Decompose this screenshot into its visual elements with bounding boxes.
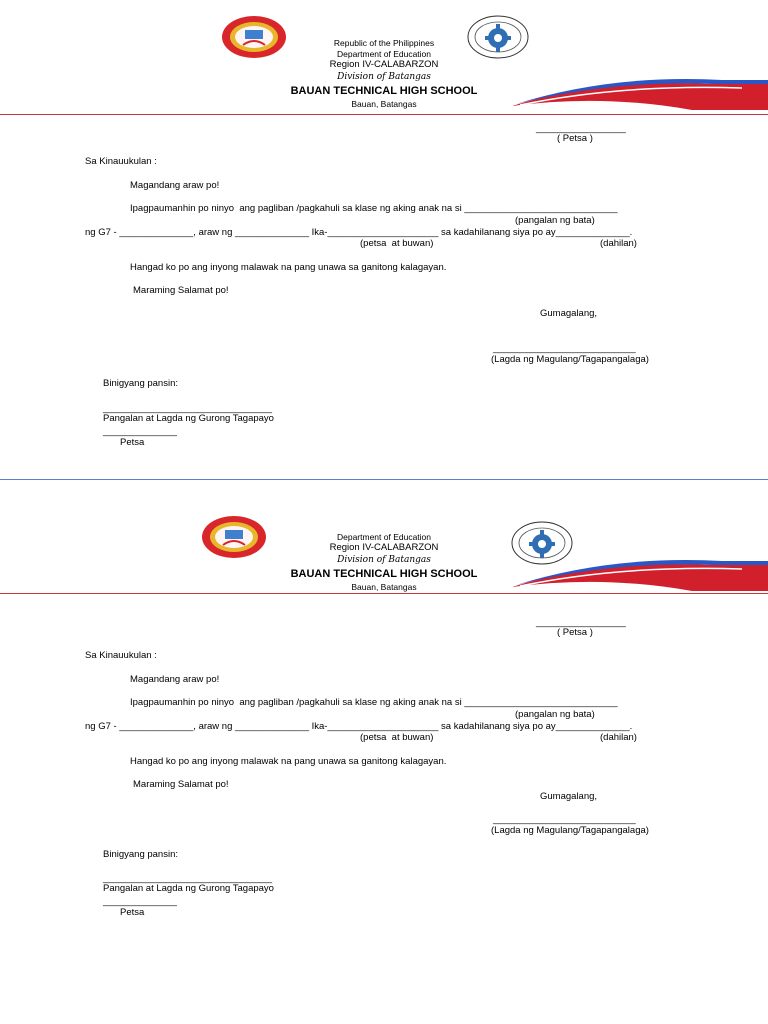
grade-date-reason-line[interactable]: ng G7 - ______________, araw ng ______________ Ika-_____________________ sa kadahilanang siya po ay______________. bbox=[85, 721, 633, 732]
understanding-line: Hangad ko po ang inyong malawak na pang unawa sa ganitong kalagayan. bbox=[130, 756, 447, 767]
header-department: Department of Education bbox=[336, 49, 432, 59]
header-division: Division of Batangas bbox=[337, 72, 431, 82]
header-school: BAUAN TECHNICAL HIGH SCHOOL bbox=[290, 568, 478, 580]
child-name-label: (pangalan ng bata) bbox=[515, 709, 595, 720]
salutation: Sa Kinauukulan : bbox=[85, 650, 157, 661]
closing: Gumagalang, bbox=[540, 791, 598, 802]
date-line[interactable]: _________________ bbox=[536, 123, 626, 134]
noted-label: Binigyang pansin: bbox=[103, 849, 178, 860]
header-school: BAUAN TECHNICAL HIGH SCHOOL bbox=[290, 85, 478, 97]
child-name-label: (pangalan ng bata) bbox=[515, 215, 595, 226]
excuse-letter-form-1 bbox=[0, 0, 768, 478]
thanks-line: Maraming Salamat po! bbox=[133, 779, 229, 790]
red-blue-swoosh-icon bbox=[512, 74, 768, 110]
parent-signature-label: (Lagda ng Magulang/Tagapangalaga) bbox=[491, 354, 649, 365]
teacher-date-label: Petsa bbox=[120, 437, 145, 448]
header-region: Region IV-CALABARZON bbox=[329, 542, 439, 553]
date-line[interactable]: _________________ bbox=[536, 617, 626, 628]
greeting: Magandang araw po! bbox=[130, 180, 220, 191]
grade-date-reason-line[interactable]: ng G7 - ______________, araw ng ______________ Ika-_____________________ sa kadahilanang siya po ay______________. bbox=[85, 227, 633, 238]
closing: Gumagalang, bbox=[540, 308, 598, 319]
date-month-label: (petsa at buwan) bbox=[360, 238, 434, 249]
date-label: ( Petsa ) bbox=[557, 627, 593, 638]
red-blue-swoosh-icon bbox=[512, 555, 768, 591]
header-republic: Republic of the Philippines bbox=[333, 38, 435, 48]
school-gear-logo-icon bbox=[467, 15, 529, 59]
teacher-signature-label: Pangalan at Lagda ng Gurong Tagapayo bbox=[103, 883, 274, 894]
date-month-label: (petsa at buwan) bbox=[360, 732, 434, 743]
salutation: Sa Kinauukulan : bbox=[85, 156, 157, 167]
teacher-date-label: Petsa bbox=[120, 907, 145, 918]
reason-label: (dahilan) bbox=[600, 732, 637, 743]
teacher-signature-label: Pangalan at Lagda ng Gurong Tagapayo bbox=[103, 413, 274, 424]
excuse-letter-form-2 bbox=[0, 480, 768, 1024]
header-place: Bauan, Batangas bbox=[351, 582, 417, 592]
teacher-signature-line[interactable]: ________________________________ bbox=[103, 403, 273, 414]
parent-signature-line[interactable]: ___________________________ bbox=[493, 814, 636, 825]
teacher-date-line[interactable]: ______________ bbox=[103, 426, 177, 437]
header-division: Division of Batangas bbox=[337, 555, 431, 565]
header-divider bbox=[0, 593, 768, 594]
reason-label: (dahilan) bbox=[600, 238, 637, 249]
teacher-signature-line[interactable]: ________________________________ bbox=[103, 873, 273, 884]
greeting: Magandang araw po! bbox=[130, 674, 220, 685]
child-name-line[interactable]: Ipagpaumanhin po ninyo ang pagliban /pagkahuli sa klase ng aking anak na si _____________________________ bbox=[130, 697, 618, 708]
parent-signature-line[interactable]: ___________________________ bbox=[493, 343, 636, 354]
understanding-line: Hangad ko po ang inyong malawak na pang unawa sa ganitong kalagayan. bbox=[130, 262, 447, 273]
parent-signature-label: (Lagda ng Magulang/Tagapangalaga) bbox=[491, 825, 649, 836]
header-divider bbox=[0, 114, 768, 115]
child-name-line[interactable]: Ipagpaumanhin po ninyo ang pagliban /pagkahuli sa klase ng aking anak na si _____________________________ bbox=[130, 203, 618, 214]
thanks-line: Maraming Salamat po! bbox=[133, 285, 229, 296]
header-department: Department of Education bbox=[336, 532, 432, 542]
teacher-date-line[interactable]: ______________ bbox=[103, 896, 177, 907]
noted-label: Binigyang pansin: bbox=[103, 378, 178, 389]
header-place: Bauan, Batangas bbox=[351, 99, 417, 109]
date-label: ( Petsa ) bbox=[557, 133, 593, 144]
header-region: Region IV-CALABARZON bbox=[329, 59, 439, 70]
